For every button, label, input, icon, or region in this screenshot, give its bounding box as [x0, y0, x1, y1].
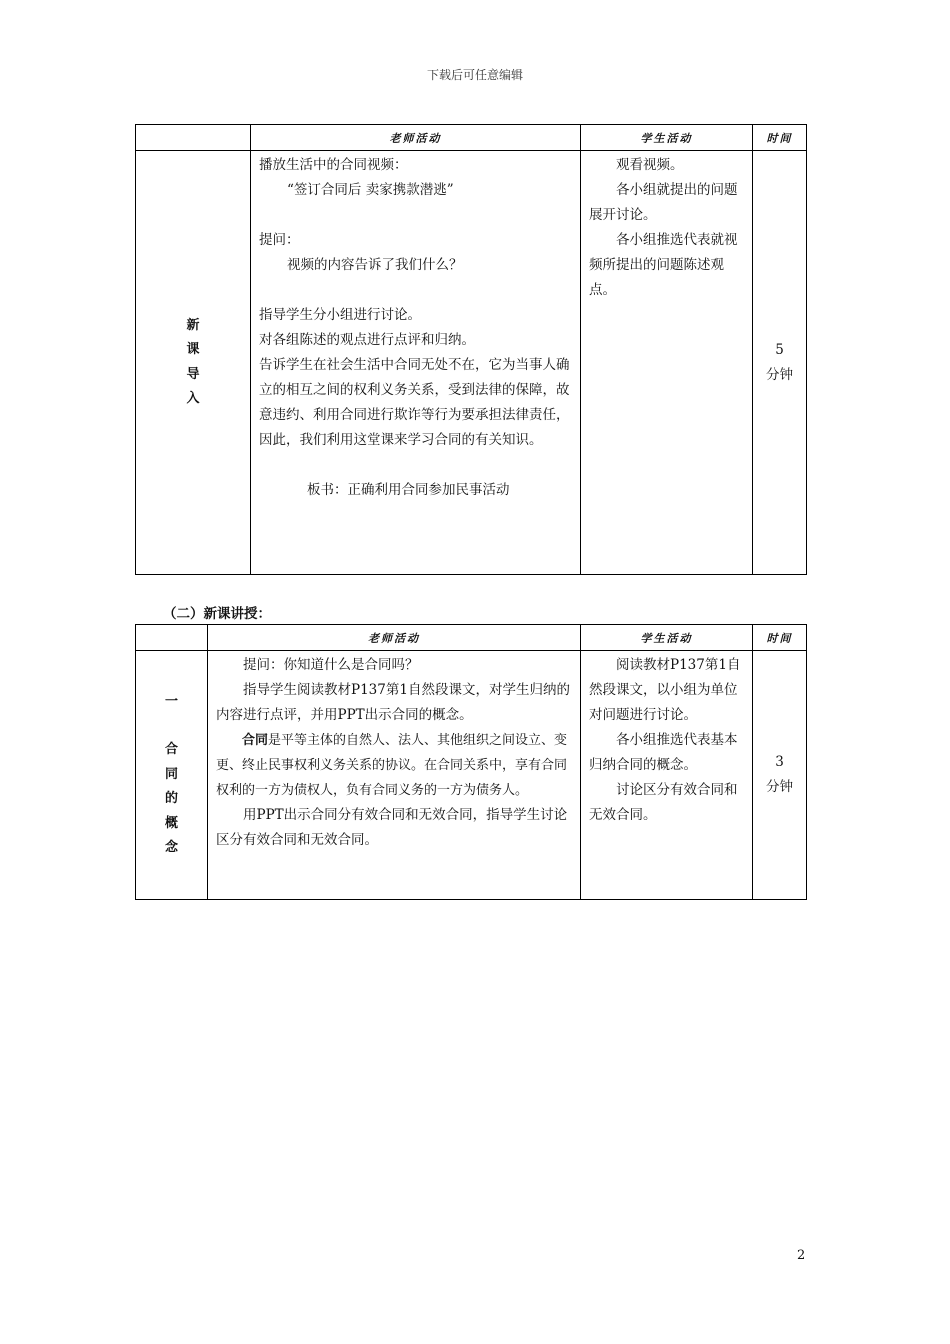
- student-line: 阅读教材P137第1自然段课文，以小组为单位对问题进行讨论。: [589, 657, 741, 723]
- time-cell: [753, 651, 807, 900]
- header-blank: [136, 125, 251, 151]
- header-blank: [136, 625, 208, 651]
- teacher-activity-cell: [251, 151, 581, 575]
- label-char: 概: [164, 815, 178, 831]
- teacher-line: 提问：你知道什么是合同吗？: [243, 657, 419, 673]
- page-number: 2: [797, 1248, 806, 1263]
- student-line: 各小组推选代表基本归纳合同的概念。: [589, 732, 738, 773]
- section-label: [136, 151, 251, 575]
- label-char: 新: [186, 317, 200, 333]
- label-char: 的: [164, 791, 178, 806]
- section-title: （二）新课讲授：: [163, 606, 271, 622]
- student-activity-cell: [581, 651, 753, 900]
- definition-term: 合同: [242, 733, 269, 748]
- time-unit: 分钟: [766, 366, 793, 383]
- header-teacher: 老师活动: [208, 625, 581, 651]
- label-char: 导: [186, 366, 200, 382]
- time-value: 3: [775, 754, 784, 770]
- table-row: [136, 151, 807, 575]
- header-student: 学生活动: [581, 625, 753, 651]
- time-value: 5: [775, 341, 784, 358]
- teacher-line: 告诉学生在社会生活中合同无处不在，它为当事人确立的相互之间的权利义务关系，受到法律的保障，故意违约、利用合同进行欺诈等行为要承担法律责任，因此，我们利用这堂课来学习合同的有关知识。: [259, 357, 570, 448]
- contract-definition: [216, 728, 572, 803]
- definition-text: 是平等主体的自然人、法人、其他组织之间设立、变更、终止民事权利义务关系的协议。在合同关系中，享有合同权利的一方为债权人，负有合同义务的一方为债务人。: [216, 733, 568, 798]
- label-char: 入: [186, 391, 200, 406]
- label-char: 课: [186, 342, 200, 357]
- teacher-line: 指导学生阅读教材P137第1自然段课文，对学生归纳的内容进行点评，并用PPT出示合同的概念。: [216, 682, 570, 723]
- time-cell: [753, 151, 807, 575]
- header-time: 时间: [753, 125, 807, 151]
- teacher-line: 指导学生分小组进行讨论。: [259, 307, 421, 323]
- label-char: 同: [164, 766, 178, 782]
- label-char: 念: [164, 840, 178, 855]
- video-title: “签订合同后 卖家携款潜逃”: [287, 182, 454, 198]
- section-label: [136, 651, 208, 900]
- lesson-table-concept: [135, 624, 807, 900]
- teacher-activity-cell: [208, 651, 581, 900]
- teacher-line: 用PPT出示合同分有效合同和无效合同，指导学生讨论区分有效合同和无效合同。: [216, 807, 568, 848]
- student-activity-cell: [581, 151, 753, 575]
- student-line: 各小组就提出的问题展开讨论。: [589, 182, 738, 223]
- student-line: 观看视频。: [616, 157, 684, 173]
- table-row: [136, 651, 807, 900]
- header-teacher: 老师活动: [251, 125, 581, 151]
- student-line: 各小组推选代表就视频所提出的问题陈述观点。: [589, 232, 738, 298]
- label-char: 合: [164, 742, 178, 757]
- teacher-line: 提问：: [259, 232, 300, 248]
- student-line: 讨论区分有效合同和无效合同。: [589, 782, 738, 823]
- teacher-line: 对各组陈述的观点进行点评和归纳。: [259, 332, 475, 348]
- table-header-row: [136, 625, 807, 651]
- time-unit: 分钟: [766, 779, 793, 795]
- header-note: 下载后可任意编辑: [426, 68, 523, 82]
- teacher-line: 视频的内容告诉了我们什么？: [287, 257, 463, 273]
- table-header-row: [136, 125, 807, 151]
- header-student: 学生活动: [581, 125, 753, 151]
- blackboard-note: 板书：正确利用合同参加民事活动: [307, 482, 510, 498]
- label-char: 一: [164, 693, 178, 709]
- header-time: 时间: [753, 625, 807, 651]
- lesson-table-intro: [135, 124, 807, 575]
- teacher-line: 播放生活中的合同视频：: [259, 157, 408, 173]
